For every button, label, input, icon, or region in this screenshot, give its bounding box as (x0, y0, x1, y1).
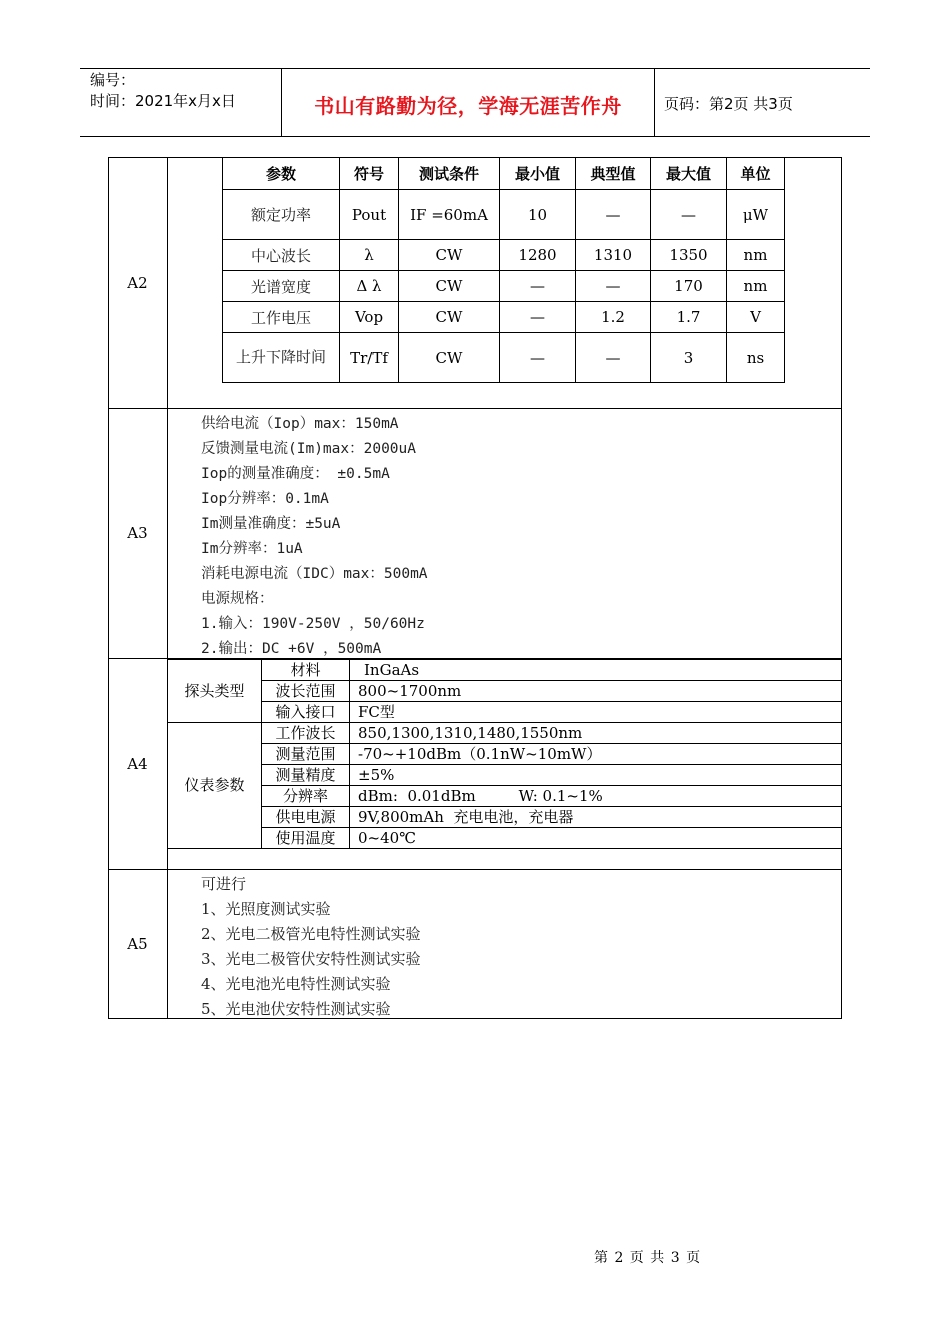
a2-cell-min: 10 (500, 190, 576, 240)
a5-experiment-list (201, 872, 421, 1022)
a4-value: 850,1300,1310,1480,1550nm (350, 723, 842, 744)
a4-key: 供电电源 (262, 807, 350, 828)
a3-line: Im测量准确度：±5uA (201, 516, 341, 532)
header-meta (90, 70, 236, 112)
a2-header-param: 参数 (223, 157, 340, 190)
table-row (168, 786, 842, 807)
a2-cell-min: — (500, 333, 576, 383)
a2-header-symbol: 符号 (340, 157, 399, 190)
a2-header-typ: 典型值 (576, 157, 651, 190)
row-label-a4: A4 (127, 755, 148, 773)
a4-value: dBm: 0.01dBm W: 0.1~1% (350, 786, 842, 807)
page-footer: 第 2 页 共 3 页 (594, 1250, 702, 1266)
a2-cell-typ: 1310 (576, 240, 651, 271)
a4-value: ±5% (350, 765, 842, 786)
header-time-label: 时间：2021年x月x日 (90, 92, 236, 110)
table-row (168, 828, 842, 849)
a2-cell-max: 3 (651, 333, 727, 383)
a2-header-min: 最小值 (500, 157, 576, 190)
a4-probe-meter-table (167, 659, 842, 849)
a4-key: 输入接口 (262, 702, 350, 723)
a2-cell-typ: — (576, 190, 651, 240)
table-row (223, 190, 785, 240)
row-label-a5: A5 (127, 935, 148, 953)
a2-cell-unit: nm (727, 240, 785, 271)
a2-cell-param: 中心波长 (223, 240, 340, 271)
list-item: 3、光电二极管伏安特性测试实验 (201, 950, 421, 968)
a3-line: 2.输出：DC +6V ，500mA (201, 641, 382, 657)
a2-cell-unit: nm (727, 271, 785, 302)
table-row (223, 240, 785, 271)
a3-line: 供给电流（Iop）max：150mA (201, 416, 399, 432)
table-row (168, 744, 842, 765)
a3-line: Iop分辨率：0.1mA (201, 491, 329, 507)
a2-cell-condition: CW (399, 271, 500, 302)
a2-cell-condition: CW (399, 240, 500, 271)
row-divider-a4-a5 (108, 869, 842, 870)
a3-line: 电源规格： (201, 591, 274, 607)
row-label-a2: A2 (127, 274, 148, 292)
a2-cell-condition: IF =60mA (399, 190, 500, 240)
a4-group-probe: 探头类型 (168, 660, 262, 723)
a4-value: FC型 (350, 702, 842, 723)
a2-cell-symbol: Vop (340, 302, 399, 333)
a2-cell-unit: ns (727, 333, 785, 383)
a2-cell-min: — (500, 271, 576, 302)
a2-cell-symbol: λ (340, 240, 399, 271)
table-row (168, 765, 842, 786)
header-divider-right (654, 68, 655, 136)
a3-line: Iop的测量准确度： ±0.5mA (201, 466, 390, 482)
table-row (168, 723, 842, 744)
header-bottom-rule (80, 136, 870, 137)
table-row (223, 271, 785, 302)
a4-key: 波长范围 (262, 681, 350, 702)
row-label-a3: A3 (127, 524, 148, 542)
a4-value: 0~40℃ (350, 828, 842, 849)
a4-value: -70~+10dBm（0.1nW~10mW） (350, 744, 842, 765)
a5-line: 可进行 (201, 875, 247, 893)
header-page-info: 页码：第2页 共3页 (664, 95, 793, 113)
a4-key: 使用温度 (262, 828, 350, 849)
a2-cell-min: 1280 (500, 240, 576, 271)
a3-line: 1.输入：190V-250V ，50/60Hz (201, 616, 425, 632)
a2-cell-max: — (651, 190, 727, 240)
a4-group-meter: 仪表参数 (168, 723, 262, 849)
table-row (223, 302, 785, 333)
list-item: 1、光照度测试实验 (201, 900, 331, 918)
table-row (168, 702, 842, 723)
table-row (168, 681, 842, 702)
a2-cell-max: 170 (651, 271, 727, 302)
a4-value: 9V,800mAh 充电电池，充电器 (350, 807, 842, 828)
a2-cell-param: 额定功率 (223, 190, 340, 240)
a4-key: 测量精度 (262, 765, 350, 786)
a2-header-unit: 单位 (727, 157, 785, 190)
a2-cell-condition: CW (399, 302, 500, 333)
a4-value: InGaAs (350, 660, 842, 681)
a3-line: 消耗电源电流（IDC）max：500mA (201, 566, 428, 582)
a4-key: 工作波长 (262, 723, 350, 744)
a2-cell-param: 工作电压 (223, 302, 340, 333)
a4-key: 分辨率 (262, 786, 350, 807)
a2-cell-min: — (500, 302, 576, 333)
a3-spec-text (201, 412, 428, 662)
row-divider-a2-a3 (108, 408, 842, 409)
a2-header-max: 最大值 (651, 157, 727, 190)
a2-header-row (223, 157, 785, 190)
a2-cell-unit: V (727, 302, 785, 333)
label-column-divider (167, 157, 168, 1019)
a2-cell-max: 1350 (651, 240, 727, 271)
a2-parameter-table (222, 157, 785, 383)
a2-cell-condition: CW (399, 333, 500, 383)
list-item: 2、光电二极管光电特性测试实验 (201, 925, 421, 943)
a2-cell-param: 光谱宽度 (223, 271, 340, 302)
a2-cell-symbol: Tr/Tf (340, 333, 399, 383)
a4-value: 800~1700nm (350, 681, 842, 702)
a2-cell-symbol: Δ λ (340, 271, 399, 302)
a4-key: 材料 (262, 660, 350, 681)
a2-header-condition: 测试条件 (399, 157, 500, 190)
a2-cell-symbol: Pout (340, 190, 399, 240)
a4-key: 测量范围 (262, 744, 350, 765)
a2-cell-param: 上升下降时间 (223, 333, 340, 383)
a2-cell-max: 1.7 (651, 302, 727, 333)
table-row (223, 333, 785, 383)
table-row (168, 807, 842, 828)
a2-cell-typ: — (576, 333, 651, 383)
a2-cell-unit: μW (727, 190, 785, 240)
a3-line: Im分辨率：1uA (201, 541, 303, 557)
a3-line: 反馈测量电流(Im)max：2000uA (201, 441, 416, 457)
list-item: 4、光电池光电特性测试实验 (201, 975, 391, 993)
a2-cell-typ: 1.2 (576, 302, 651, 333)
header-motto: 书山有路勤为径，学海无涯苦作舟 (314, 94, 622, 118)
a2-cell-typ: — (576, 271, 651, 302)
table-row (168, 660, 842, 681)
list-item: 5、光电池伏安特性测试实验 (201, 1000, 391, 1018)
header-top-rule (80, 68, 870, 69)
header-number-label: 编号： (90, 71, 136, 89)
